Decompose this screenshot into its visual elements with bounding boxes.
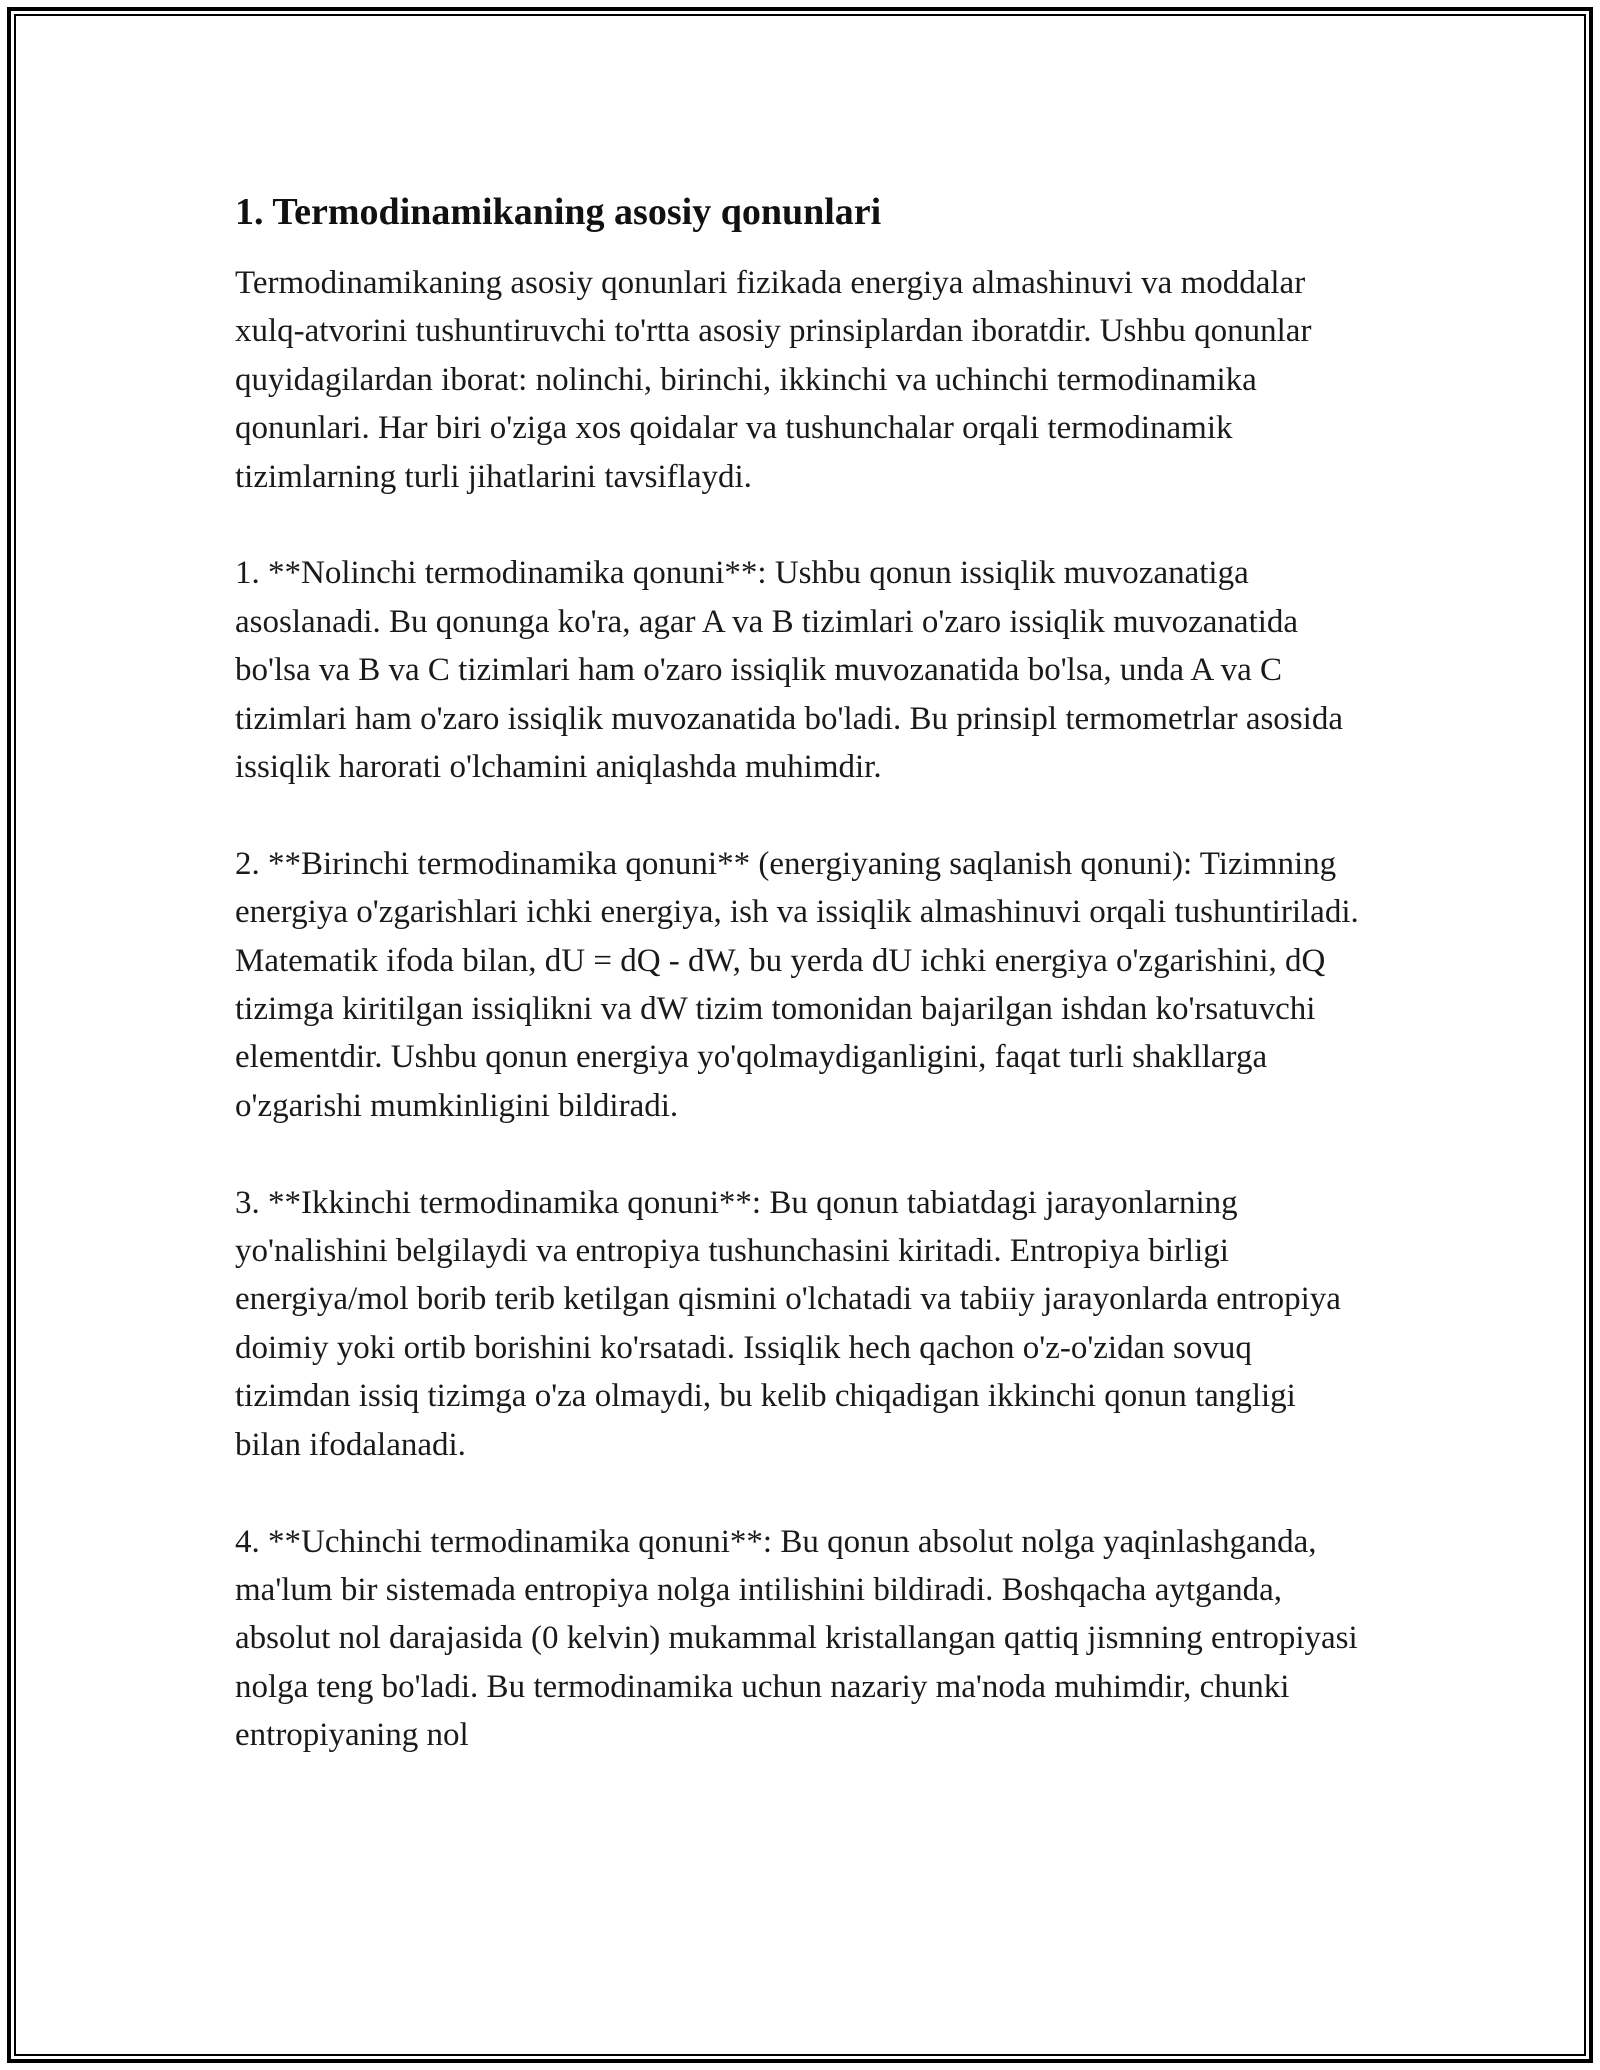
paragraph-second-law: 3. **Ikkinchi termodinamika qonuni**: Bu qonun tabiatdagi jarayonlarning yo'nalishini belgilaydi va entropiya tushunchasini kiritadi. Entropiya birligi energiya/mol borib terib ketilgan qismini o'lchatadi va tabiiy jarayonlarda entropiya doimiy yoki ortib borishini ko'rsatadi. Issiqlik hech qachon o'z-o'zidan sovuq tizimdan issiq tizimga o'za olmaydi, bu kelib chiqadigan ikkinchi qonun tangligi bilan ifodalanadi. [235, 1184, 1341, 1463]
document-body [235, 185, 1370, 1760]
paragraph-zeroth-law: 1. **Nolinchi termodinamika qonuni**: Ushbu qonun issiqlik muvozanatiga asoslanadi. Bu qonunga ko'ra, agar A va B tizimlari o'zaro issiqlik muvozanatida bo'lsa va B va C tizimlari ham o'zaro issiqlik muvozanatida bo'lsa, unda A va C tizimlari ham o'zaro issiqlik muvozanatida bo'ladi. Bu prinsipl termometrlar asosida issiqlik harorati o'lchamini aniqlashda muhimdir. [235, 555, 1343, 786]
paragraph-first-law: 2. **Birinchi termodinamika qonuni** (energiyaning saqlanish qonuni): Tizimning energiya o'zgarishlari ichki energiya, ish va issiqlik almashinuvi orqali tushuntiriladi. Matematik ifoda bilan, dU = dQ - dW, bu yerda dU ichki energiya o'zgarishini, dQ tizimga kiritilgan issiqlikni va dW tizim tomonidan bajarilgan ishdan ko'rsatuvchi elementdir. Ushbu qonun energiya yo'qolmaydiganligini, faqat turli shakllarga o'zgarishi mumkinligini bildiradi. [235, 845, 1359, 1124]
document-title: 1. Termodinamikaning asosiy qonunlari [235, 191, 882, 233]
paragraph-third-law: 4. **Uchinchi termodinamika qonuni**: Bu qonun absolut nolga yaqinlashganda, ma'lum bir sistemada entropiya nolga intilishini bildiradi. Boshqacha aytganda, absolut nol darajasida (0 kelvin) mukammal kristallangan qattiq jismning entropiyasi nolga teng bo'ladi. Bu termodinamika uchun nazariy ma'noda muhimdir, chunki entropiyaning nol [235, 1523, 1358, 1754]
paragraph-intro: Termodinamikaning asosiy qonunlari fizikada energiya almashinuvi va moddalar xulq-atvorini tushuntiruvchi to'rtta asosiy prinsiplardan iboratdir. Ushbu qonunlar quyidagilardan iborat: nolinchi, birinchi, ikkinchi va uchinchi termodinamika qonunlari. Har biri o'ziga xos qoidalar va tushunchalar orqali termodinamik tizimlarning turli jihatlarini tavsiflaydi. [235, 265, 1312, 495]
